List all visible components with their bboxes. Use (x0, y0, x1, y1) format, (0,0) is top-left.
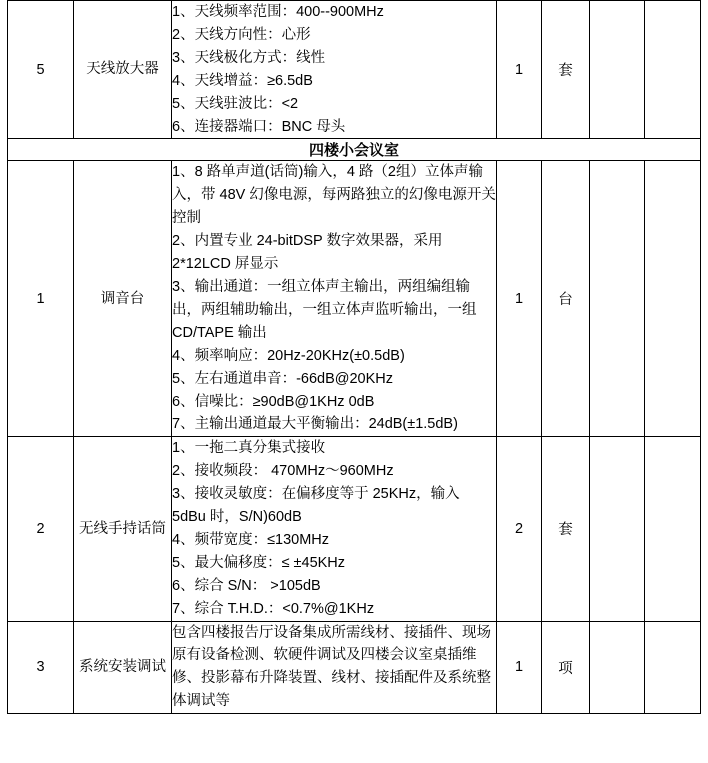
row-spec (172, 621, 497, 714)
row-spec (172, 1, 497, 139)
spec-line: 4、频带宽度：≤130MHz (172, 531, 330, 548)
row-price (590, 437, 645, 621)
row-name: 调音台 (74, 161, 172, 437)
spec-line: 1、天线频率范围：400--900MHz (172, 4, 384, 20)
row-qty: 1 (497, 1, 542, 139)
spec-line: 2、内置专业 24-bitDSP 数字效果器，采用 2*12LCD 屏显示 (172, 233, 443, 273)
spec-line: 7、综合 T.H.D.：<0.7%@1KHz (172, 600, 375, 617)
row-no: 3 (8, 621, 74, 714)
row-no: 1 (8, 161, 74, 437)
spec-line: 1、一拖二真分集式接收 (172, 440, 326, 457)
spec-line: 3、输出通道：一组立体声主输出，两组编组输出，两组辅助输出，一组立体声监听输出，一组 CD/TAPE 输出 (172, 278, 477, 341)
row-unit: 套 (542, 437, 590, 621)
row-no: 2 (8, 437, 74, 621)
section-header-row (8, 139, 701, 161)
spec-line: 5、左右通道串音：-66dB@20KHz (172, 370, 393, 387)
spec-line: 2、接收频段： 470MHz～960MHz (172, 463, 394, 480)
spec-line: 5、最大偏移度：≤ ±45KHz (172, 554, 346, 571)
row-unit: 套 (542, 1, 590, 139)
table-row (8, 437, 701, 621)
table-row (8, 161, 701, 437)
spec-line: 6、综合 S/N： >105dB (172, 577, 321, 594)
row-total (645, 437, 701, 621)
row-name: 系统安装调试 (74, 621, 172, 714)
spec-line: 包含四楼报告厅设备集成所需线材、接插件、现场原有设备检测、软硬件调试及四楼会议室桌插维修、投影幕布升降装置、线材、接插配件及系统整体调试等 (172, 624, 491, 710)
row-price (590, 161, 645, 437)
row-no: 5 (8, 1, 74, 139)
row-qty: 1 (497, 621, 542, 714)
spec-line: 3、接收灵敏度：在偏移度等于 25KHz，输入 5dBu 时，S/N)60dB (172, 486, 460, 526)
row-name: 天线放大器 (74, 1, 172, 139)
row-spec (172, 161, 497, 437)
row-qty: 1 (497, 161, 542, 437)
row-unit: 台 (542, 161, 590, 437)
row-total (645, 621, 701, 714)
spec-line: 1、8 路单声道(话筒)输入，4 路（2组）立体声输入，带 48V 幻像电源，每两路独立的幻像电源开关控制 (172, 164, 496, 227)
row-price (590, 1, 645, 139)
spec-line: 6、连接器端口：BNC 母头 (172, 118, 346, 135)
spec-line: 7、主输出通道最大平衡输出：24dB(±1.5dB) (172, 416, 458, 433)
row-qty: 2 (497, 437, 542, 621)
spec-line: 2、天线方向性：心形 (172, 26, 311, 43)
spec-line: 5、天线驻波比：<2 (172, 95, 299, 112)
table-row (8, 1, 701, 139)
row-unit: 项 (542, 621, 590, 714)
spec-line: 4、天线增益：≥6.5dB (172, 72, 313, 89)
table-row (8, 621, 701, 714)
row-price (590, 621, 645, 714)
row-spec (172, 437, 497, 621)
row-name: 无线手持话筒 (74, 437, 172, 621)
spec-line: 3、天线极化方式：线性 (172, 49, 326, 66)
spec-line: 6、信噪比：≥90dB@1KHz 0dB (172, 393, 375, 410)
equipment-spec-table (7, 0, 701, 714)
row-total (645, 161, 701, 437)
spec-line: 4、频率响应：20Hz-20KHz(±0.5dB) (172, 347, 405, 364)
row-total (645, 1, 701, 139)
section-title: 四楼小会议室 (8, 139, 701, 161)
